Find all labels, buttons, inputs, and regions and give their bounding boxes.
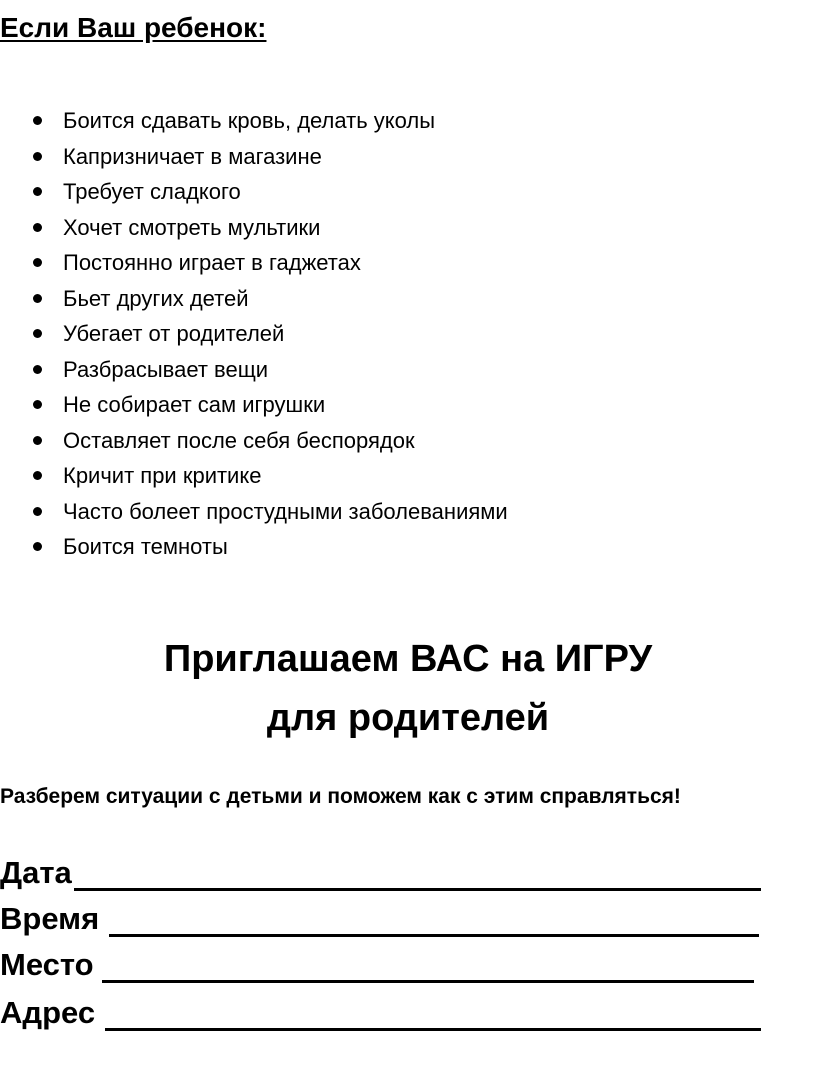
bullet-icon: [33, 258, 42, 267]
address-label: Адрес: [0, 995, 96, 1030]
date-label: Дата: [0, 855, 72, 890]
bullet-icon: [33, 223, 42, 232]
bullet-icon: [33, 187, 42, 196]
list-item-text: Постоянно играет в гаджетах: [63, 250, 361, 275]
bullet-icon: [33, 507, 42, 516]
list-item-text: Хочет смотреть мультики: [63, 214, 321, 240]
list-item-text: Бьет других детей: [63, 285, 249, 311]
date-field: [0, 855, 761, 891]
list-item-text: Боится сдавать кровь, делать уколы: [63, 108, 436, 133]
place-label: Место: [0, 947, 94, 982]
place-field: [0, 947, 754, 983]
date-blank-line: [74, 860, 761, 891]
bullet-icon: [33, 471, 42, 480]
bullet-icon: [33, 365, 42, 374]
bullet-icon: [33, 329, 42, 338]
page-heading: Если Ваш ребенок:: [0, 12, 267, 43]
bullet-icon: [33, 116, 42, 125]
list-item-text: Боится темноты: [63, 534, 228, 559]
list-item-text: Оставляет после себя беспорядок: [63, 427, 415, 453]
list-item-text: Требует сладкого: [63, 179, 241, 204]
invite-title-line2: для родителей: [266, 697, 550, 739]
list-item-text: Часто болеет простудными заболеваниями: [63, 498, 508, 524]
invite-title-line1: Приглашаем ВАС на ИГРУ: [163, 638, 653, 680]
list-item-text: Кричит при критике: [63, 463, 262, 488]
list-item-text: Не собирает сам игрушки: [63, 392, 326, 417]
bullet-icon: [33, 542, 42, 551]
time-blank-line: [109, 906, 759, 937]
list-item-text: Разбрасывает вещи: [63, 356, 269, 382]
address-blank-line: [105, 1000, 761, 1031]
place-blank-line: [102, 952, 754, 983]
invite-subtitle: Разберем ситуации с детьми и поможем как с этим справляться!: [0, 785, 681, 808]
bullet-icon: [33, 436, 42, 445]
time-label: Время: [0, 901, 100, 936]
address-field: [0, 995, 761, 1031]
time-field: [0, 901, 759, 937]
bullet-icon: [33, 400, 42, 409]
bullet-icon: [33, 152, 42, 161]
list-item-text: Капризничает в магазине: [63, 143, 322, 169]
list-item-text: Убегает от родителей: [63, 321, 285, 346]
bullet-icon: [33, 294, 42, 303]
